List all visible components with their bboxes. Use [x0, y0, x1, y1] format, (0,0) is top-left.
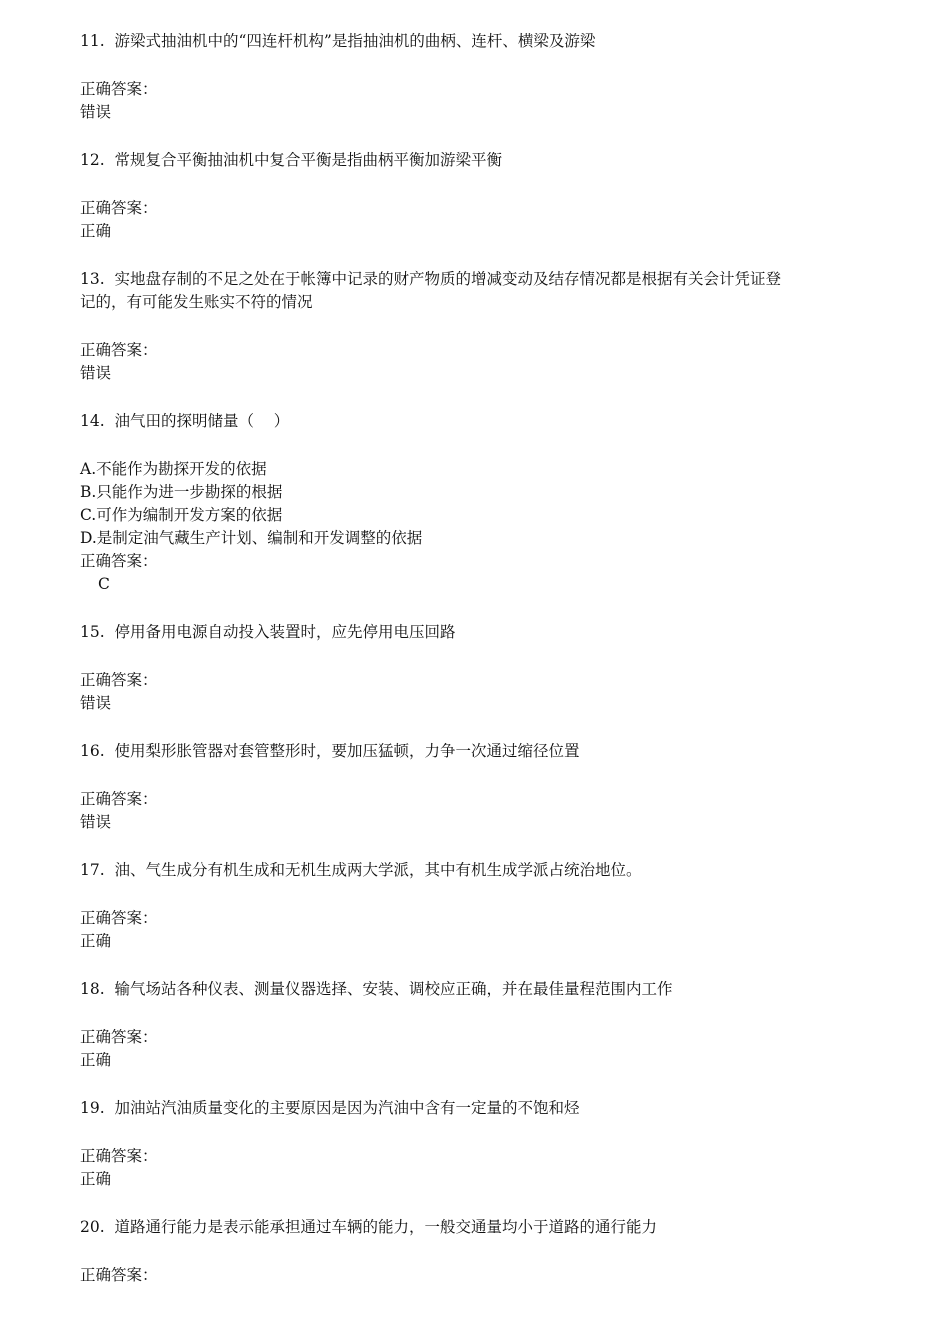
answer-value: 正确 — [80, 222, 112, 240]
answer-label: 正确答案： — [80, 552, 158, 570]
answer-label: 正确答案： — [80, 1028, 158, 1046]
question-20 — [80, 1216, 880, 1287]
answer-value: 正确 — [80, 1170, 112, 1188]
answer-value: 错误 — [80, 694, 112, 712]
question-13 — [80, 268, 880, 385]
question-11 — [80, 30, 880, 124]
question-14 — [80, 410, 880, 596]
option-c: C.可作为编制开发方案的依据 — [80, 506, 283, 524]
question-text-line-1: 13. 实地盘存制的不足之处在于帐簿中记录的财产物质的增减变动及结存情况都是根据有关会计凭证登 — [80, 270, 782, 288]
question-text: 19. 加油站汽油质量变化的主要原因是因为汽油中含有一定量的不饱和烃 — [80, 1099, 580, 1117]
answer-value: 错误 — [80, 103, 112, 121]
option-d: D.是制定油气藏生产计划、编制和开发调整的依据 — [80, 529, 423, 547]
question-text: 20. 道路通行能力是表示能承担通过车辆的能力，一般交通量均小于道路的通行能力 — [80, 1218, 658, 1236]
answer-label: 正确答案： — [80, 790, 158, 808]
question-text: 15. 停用备用电源自动投入装置时，应先停用电压回路 — [80, 623, 456, 641]
question-text: 11. 游梁式抽油机中的“四连杆机构”是指抽油机的曲柄、连杆、横梁及游梁 — [80, 32, 596, 50]
question-17 — [80, 859, 880, 953]
answer-value: 正确 — [80, 1051, 112, 1069]
answer-label: 正确答案： — [80, 341, 158, 359]
question-12 — [80, 149, 880, 243]
option-a: A.不能作为勘探开发的依据 — [80, 460, 267, 478]
answer-value: 错误 — [80, 813, 112, 831]
answer-label: 正确答案： — [80, 671, 158, 689]
answer-label: 正确答案： — [80, 199, 158, 217]
question-text: 18. 输气场站各种仪表、测量仪器选择、安装、调校应正确，并在最佳量程范围内工作 — [80, 980, 673, 998]
question-text: 12. 常规复合平衡抽油机中复合平衡是指曲柄平衡加游梁平衡 — [80, 151, 503, 169]
question-text: 14. 油气田的探明储量（ ） — [80, 412, 290, 430]
question-16 — [80, 740, 880, 834]
question-text-line-2: 记的，有可能发生账实不符的情况 — [80, 293, 313, 311]
question-text: 16. 使用梨形胀管器对套管整形时，要加压猛顿，力争一次通过缩径位置 — [80, 742, 580, 760]
question-19 — [80, 1097, 880, 1191]
question-list — [80, 30, 880, 1312]
answer-value: C — [98, 575, 110, 593]
question-text: 17. 油、气生成分有机生成和无机生成两大学派，其中有机生成学派占统治地位。 — [80, 861, 642, 879]
answer-label: 正确答案： — [80, 1266, 158, 1284]
answer-label: 正确答案： — [80, 1147, 158, 1165]
question-18 — [80, 978, 880, 1072]
answer-label: 正确答案： — [80, 80, 158, 98]
answer-value: 错误 — [80, 364, 112, 382]
option-b: B.只能作为进一步勘探的根据 — [80, 483, 283, 501]
answer-value: 正确 — [80, 932, 112, 950]
answer-label: 正确答案： — [80, 909, 158, 927]
question-15 — [80, 621, 880, 715]
